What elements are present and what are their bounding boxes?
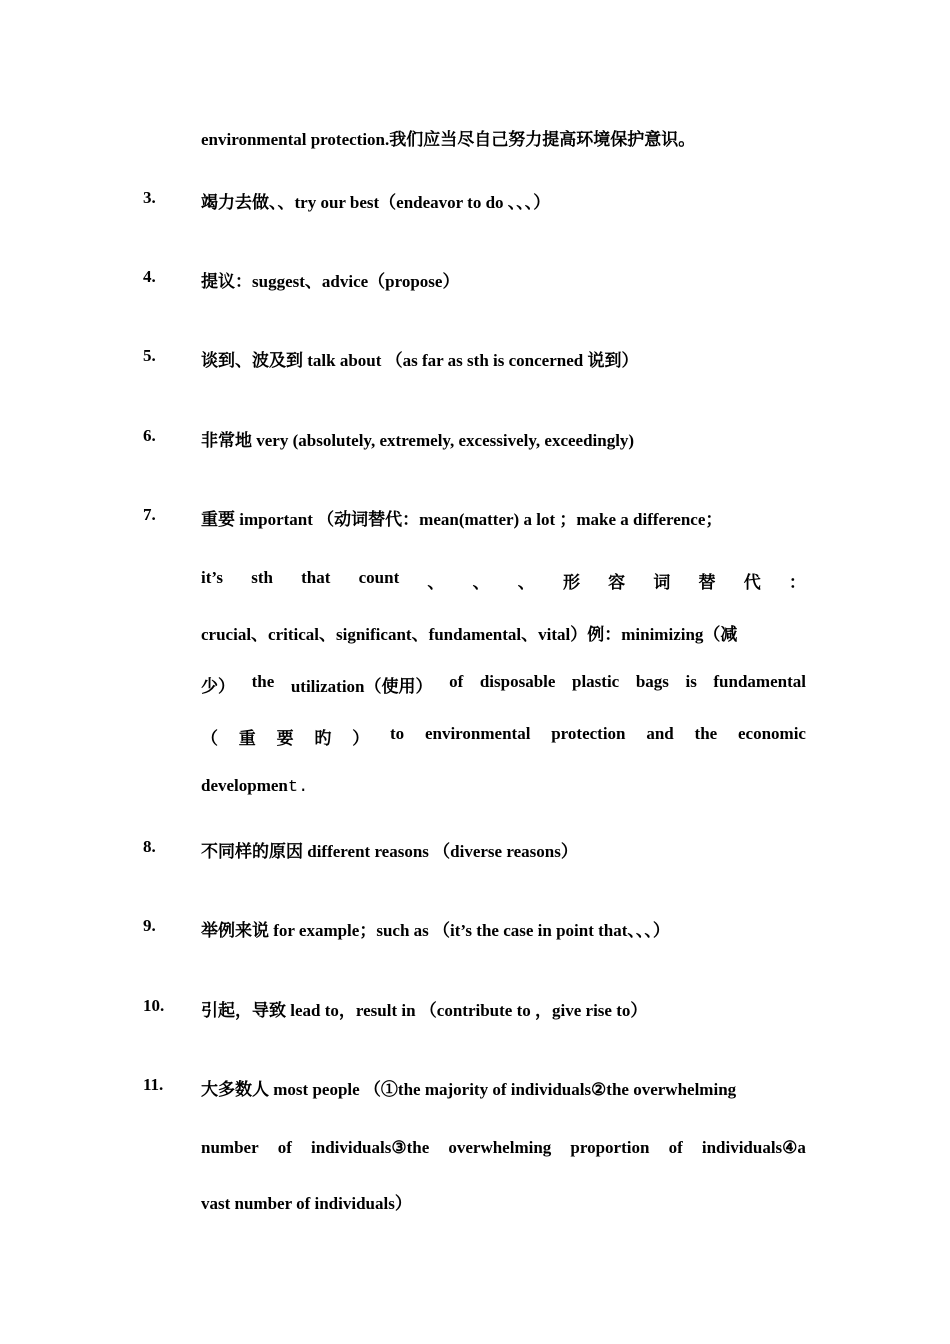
- word: of: [449, 672, 464, 691]
- word: （: [201, 729, 218, 748]
- word: ：: [788, 573, 806, 592]
- item7-continuation-line5: [201, 776, 308, 797]
- item-text: 大多数人 most people （①the majority of individuals②the overwhelming: [201, 1080, 737, 1099]
- intro-line: environmental protection.我们应当尽自己努力提高环境保护意识。: [201, 130, 696, 149]
- word: individuals③the: [311, 1138, 430, 1157]
- word: 要: [276, 729, 294, 748]
- word: 代: [743, 573, 761, 592]
- word: plastic: [572, 672, 620, 691]
- word: 、: [427, 573, 445, 592]
- word: the: [251, 672, 275, 691]
- word: of: [668, 1138, 683, 1157]
- word: bags: [635, 672, 669, 691]
- word: 少）: [201, 677, 235, 696]
- word: environmental: [424, 724, 531, 743]
- word: count: [358, 568, 400, 587]
- item-text: 引起，导致 lead to，result in （contribute to ，give rise to）: [201, 1001, 648, 1020]
- word: 词: [653, 573, 671, 592]
- item-number: 11.: [143, 1075, 164, 1094]
- item7-continuation-line1: [201, 568, 806, 593]
- word: developmen: [201, 776, 288, 795]
- word: to: [389, 724, 405, 743]
- item-number: 10.: [143, 996, 165, 1015]
- word: 替: [698, 573, 716, 592]
- item-number: 9.: [143, 916, 156, 935]
- word: 重: [238, 729, 256, 748]
- word: sth: [251, 568, 273, 587]
- word: number: [201, 1138, 259, 1157]
- word: disposable: [479, 672, 556, 691]
- item-text: 重要 important （动词替代：mean(matter) a lot ；make a difference；: [201, 510, 723, 529]
- item7-continuation-line2: crucial、critical、significant、fundamental、vital）例：minimizing（减: [201, 625, 738, 644]
- word: it’s: [201, 568, 224, 587]
- word: 、: [472, 573, 490, 592]
- item7-continuation-line3: [201, 672, 806, 697]
- word: ）: [352, 729, 370, 748]
- item-text: 竭力去做、、try our best（endeavor to do 、、、）: [201, 193, 551, 212]
- word: proportion: [570, 1138, 650, 1157]
- item-number: 3.: [143, 188, 156, 207]
- word: fundamental: [713, 672, 806, 691]
- word: that: [301, 568, 331, 587]
- word: economic: [738, 724, 806, 743]
- item-text: 谈到、波及到 talk about （as far as sth is concerned 说到）: [201, 351, 639, 370]
- item7-continuation-line4: [201, 724, 806, 749]
- word: of: [277, 1138, 292, 1157]
- item11-continuation-line1: [201, 1138, 806, 1158]
- item-number: 4.: [143, 267, 156, 286]
- word: 容: [608, 573, 626, 592]
- item-number: 5.: [143, 346, 156, 365]
- item-text: 不同样的原因 different reasons （diverse reasons）: [201, 842, 578, 861]
- item-text: 非常地 very (absolutely, extremely, excessively, exceedingly): [201, 431, 635, 450]
- item-text: 举例来说 for example；such as （it’s the case in point that、、、）: [201, 921, 670, 940]
- word: utilization（使用）: [290, 677, 433, 696]
- word: protection: [551, 724, 626, 743]
- word: 形: [562, 573, 580, 592]
- word: 、: [517, 573, 535, 592]
- item-text: 提议：suggest、advice（propose）: [201, 272, 460, 291]
- item-number: 6.: [143, 426, 156, 445]
- word: and: [646, 724, 674, 743]
- item-number: 7.: [143, 505, 156, 524]
- word: is: [685, 672, 697, 691]
- item-number: 8.: [143, 837, 156, 856]
- word: t.: [287, 778, 309, 797]
- word: the: [694, 724, 718, 743]
- word: 旳: [314, 729, 332, 748]
- item11-continuation-line2: vast number of individuals）: [201, 1194, 412, 1213]
- word: individuals④a: [701, 1138, 806, 1157]
- word: overwhelming: [448, 1138, 552, 1157]
